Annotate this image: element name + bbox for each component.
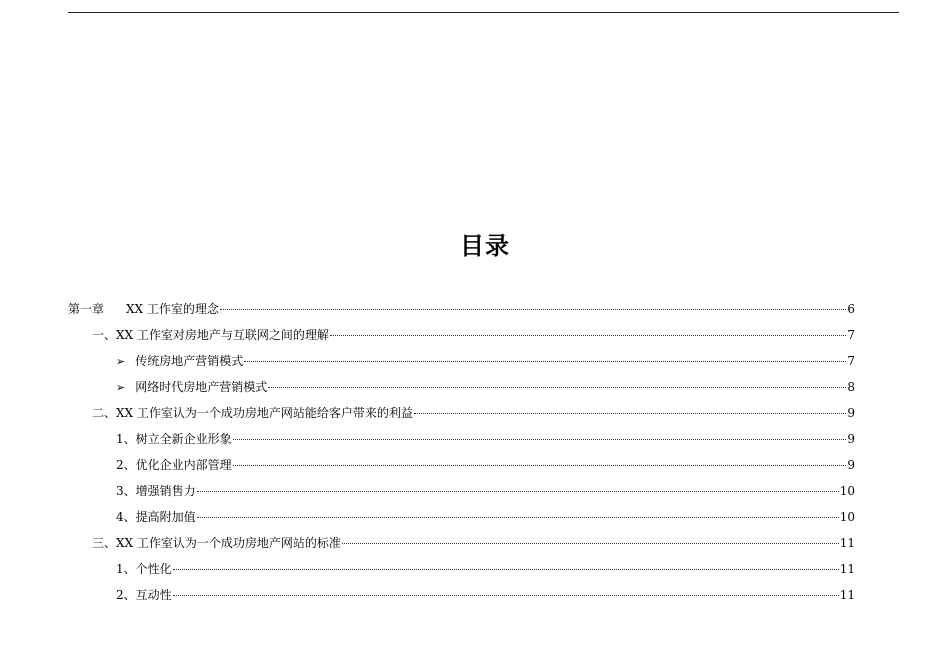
dot-leader <box>330 335 846 336</box>
page-number: 6 <box>847 302 855 316</box>
toc-entry-chapter-1[interactable] <box>68 299 855 319</box>
page-number: 11 <box>839 588 855 602</box>
page-number: 7 <box>847 354 855 368</box>
page-number: 11 <box>839 536 855 550</box>
dot-leader <box>342 543 839 544</box>
toc-entry-item-3-2[interactable] <box>116 585 855 605</box>
toc-entry-traditional-marketing[interactable] <box>116 351 855 371</box>
toc-title: 目录 <box>460 232 510 260</box>
dot-leader <box>233 465 847 466</box>
dot-leader <box>197 517 839 518</box>
toc-entry-text: 三、XX 工作室认为一个成功房地产网站的标准 <box>92 536 341 550</box>
toc-entry-text: 4、提高附加值 <box>116 510 196 524</box>
toc-entry-text: XX 工作室的理念 <box>126 302 219 316</box>
page-number: 8 <box>847 380 855 394</box>
arrow-bullet-icon: ➢ <box>116 381 126 394</box>
toc-entry-text: 一、XX 工作室对房地产与互联网之间的理解 <box>92 328 329 342</box>
dot-leader <box>197 491 839 492</box>
arrow-bullet-icon: ➢ <box>116 355 126 368</box>
dot-leader <box>233 439 847 440</box>
toc-entry-text: 2、优化企业内部管理 <box>116 458 232 472</box>
toc-entry-text: 传统房地产营销模式 <box>135 354 244 368</box>
dot-leader <box>173 569 839 570</box>
toc-entry-text: 3、增强销售力 <box>116 484 196 498</box>
toc-entry-item-3-1[interactable] <box>116 559 855 579</box>
page-number: 10 <box>839 510 855 524</box>
toc-entry-item-2-4[interactable] <box>116 507 855 527</box>
dot-leader <box>268 387 846 388</box>
page-number: 9 <box>847 432 855 446</box>
dot-leader <box>414 413 846 414</box>
toc-entry-item-2-3[interactable] <box>116 481 855 501</box>
page-number: 11 <box>839 562 855 576</box>
toc-entry-network-marketing[interactable] <box>116 377 855 397</box>
page-number: 9 <box>847 458 855 472</box>
dot-leader <box>220 309 846 310</box>
toc-entry-text: 二、XX 工作室认为一个成功房地产网站能给客户带来的利益 <box>92 406 413 420</box>
toc-entry-section-2[interactable] <box>92 403 855 423</box>
toc-entry-item-2-1[interactable] <box>116 429 855 449</box>
toc-entry-text: 1、个性化 <box>116 562 172 576</box>
toc-entry-section-1[interactable] <box>92 325 855 345</box>
dot-leader <box>173 595 839 596</box>
toc-entry-section-3[interactable] <box>92 533 855 553</box>
page-number: 9 <box>847 406 855 420</box>
page-number: 7 <box>847 328 855 342</box>
toc-entry-item-2-2[interactable] <box>116 455 855 475</box>
toc-entry-text: 2、互动性 <box>116 588 172 602</box>
toc-entry-text: 1、树立全新企业形象 <box>116 432 232 446</box>
dot-leader <box>244 361 846 362</box>
page-number: 10 <box>839 484 855 498</box>
chapter-label: 第一章 <box>68 302 105 316</box>
header-rule <box>68 12 899 13</box>
toc-entry-text: 网络时代房地产营销模式 <box>135 380 268 394</box>
